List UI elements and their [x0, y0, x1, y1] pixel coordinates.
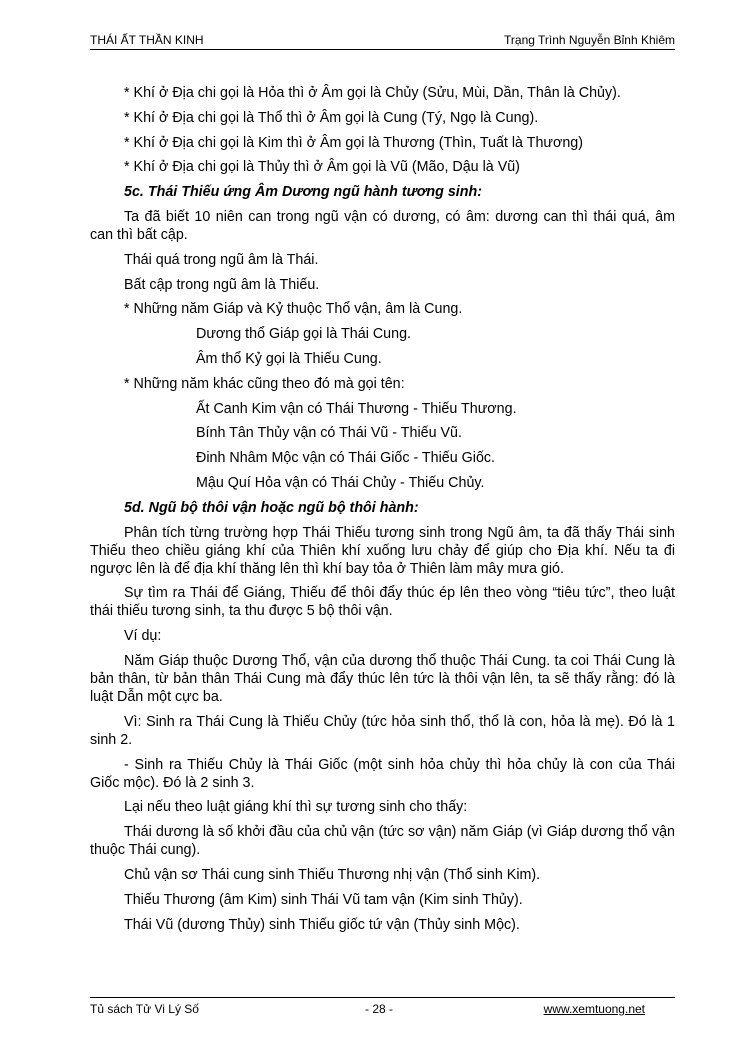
paragraph: Thái dương là số khởi đầu của chủ vận (tức sơ vận) năm Giáp (vì Giáp dương thổ vận thuộc Thái cung).: [90, 824, 675, 859]
paragraph: Phân tích từng trường hợp Thái Thiếu tương sinh trong Ngũ âm, ta đã thấy Thái sinh Thiếu theo chiều giáng khí của Thiên khí xuống lưu chảy để giúp cho Địa khí. Nếu ta đi ngược lên là để địa khí thăng lên thì khí bay tỏa ở Thiên làm mây mưa gió.: [90, 524, 675, 577]
page-header: [90, 31, 675, 50]
paragraph: Vì: Sinh ra Thái Cung là Thiếu Chủy (tức hỏa sinh thổ, thổ là con, hỏa là mẹ). Đó là 1 sinh 2.: [90, 713, 675, 748]
section-heading: 5d. Ngũ bộ thôi vận hoặc ngũ bộ thôi hành:: [124, 499, 419, 516]
paragraph: Thái quá trong ngũ âm là Thái.: [124, 251, 319, 268]
paragraph: * Những năm khác cũng theo đó mà gọi tên:: [124, 375, 405, 392]
paragraph: Dương thổ Giáp gọi là Thái Cung.: [196, 326, 411, 343]
paragraph: Đinh Nhâm Mộc vận có Thái Giốc - Thiếu Giốc.: [196, 450, 496, 467]
paragraph: Sự tìm ra Thái để Giáng, Thiếu để thôi đẩy thúc ép lên theo vòng “tiêu tức”, theo luật thái thiếu tương sinh, ta thu được 5 bộ thôi vận.: [90, 585, 675, 620]
paragraph: * Khí ở Địa chi gọi là Thổ thì ở Âm gọi là Cung (Tý, Ngọ là Cung).: [124, 109, 539, 126]
paragraph: Âm thổ Kỷ gọi là Thiếu Cung.: [196, 350, 382, 367]
paragraph: Mậu Quí Hỏa vận có Thái Chủy - Thiếu Chủy.: [196, 474, 485, 491]
paragraph: Thiếu Thương (âm Kim) sinh Thái Vũ tam vận (Kim sinh Thủy).: [124, 891, 523, 908]
footer-website-link[interactable]: www.xemtuong.net: [543, 1002, 645, 1016]
paragraph: * Khí ở Địa chi gọi là Hỏa thì ở Âm gọi là Chủy (Sửu, Mùi, Dần, Thân là Chủy).: [124, 85, 621, 101]
page-number: - 28 -: [365, 1002, 394, 1016]
paragraph: - Sinh ra Thiếu Chủy là Thái Giốc (một sinh hỏa chủy thì hỏa chủy là con của Thái Giốc mộc). Đó là 2 sinh 3.: [90, 756, 675, 791]
paragraph: Năm Giáp thuộc Dương Thổ, vận của dương thổ thuộc Thái Cung. ta coi Thái Cung là bản thân, từ bản thân Thái Cung mà đẩy thúc lên tức là thôi vận lên, ta sẽ thấy rằng: đó là luật Dẫn một cực ba.: [90, 652, 675, 705]
footer-collection: Tủ sách Tử Vi Lý Số: [90, 1002, 199, 1016]
paragraph: Lại nếu theo luật giáng khí thì sự tương sinh cho thấy:: [124, 799, 468, 816]
paragraph: * Khí ở Địa chi gọi là Kim thì ở Âm gọi là Thương (Thìn, Tuất là Thương): [124, 134, 584, 151]
header-author: Trạng Trình Nguyễn Bỉnh Khiêm: [504, 33, 675, 47]
page-body: [90, 84, 675, 940]
paragraph: Ví dụ:: [124, 628, 162, 645]
paragraph: Thái Vũ (dương Thủy) sinh Thiếu giốc tứ vận (Thủy sinh Mộc).: [124, 916, 520, 933]
paragraph: Bính Tân Thủy vận có Thái Vũ - Thiếu Vũ.: [196, 425, 462, 442]
page-footer: [90, 997, 675, 1018]
paragraph: * Những năm Giáp và Kỷ thuộc Thổ vận, âm là Cung.: [124, 301, 463, 318]
paragraph: Chủ vận sơ Thái cung sinh Thiếu Thương nhị vận (Thổ sinh Kim).: [124, 866, 541, 883]
header-book-title: THÁI ẤT THẦN KINH: [90, 33, 204, 47]
paragraph: Ta đã biết 10 niên can trong ngũ vận có dương, có âm: dương can thì thái quá, âm can thì bất cập.: [90, 208, 675, 243]
section-heading: 5c. Thái Thiếu ứng Âm Dương ngũ hành tương sinh:: [124, 184, 482, 201]
paragraph: Ất Canh Kim vận có Thái Thương - Thiếu Thương.: [196, 400, 517, 417]
paragraph: Bất cập trong ngũ âm là Thiếu.: [124, 276, 320, 293]
paragraph: * Khí ở Địa chi gọi là Thủy thì ở Âm gọi là Vũ (Mão, Dậu là Vũ): [124, 159, 520, 176]
